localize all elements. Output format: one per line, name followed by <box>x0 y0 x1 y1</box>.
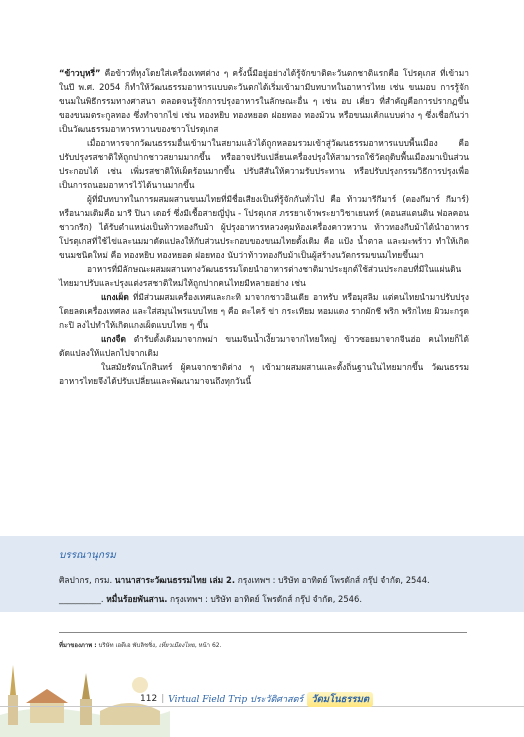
footer-separator: | <box>161 694 165 704</box>
page-number: 112 <box>140 694 158 704</box>
bibliography-entry-1 <box>59 573 479 587</box>
body-text <box>59 66 469 388</box>
entry-title: หมื่นร้อยพันสาน. <box>106 594 168 604</box>
footnote-rule <box>59 632 467 633</box>
series-logo: วัดมโนธรรมต <box>307 692 373 707</box>
source-suffix: , หน้า 62. <box>194 642 222 649</box>
paragraph-text: อาหารที่มีลักษณะผสมผสานทางวัฒนธรรมโดยนำอาหารต่างชาติมาประยุกต์ใช้ส่วนประกอบที่มีในแผ่นดินไทยมาปรับและปรุงแต่งรสชาติใหม่ให้ถูกปากคนไทยมีหลายอย่าง เช่น <box>59 264 462 288</box>
paragraph-3 <box>59 192 469 262</box>
paragraph-text: ตำรับดั้งเดิมมาจากพม่า ขนมจีนน้ำเงี้ยวมาจากไทยใหญ่ ข้าวซอยมาจากจีนฮ่อ คนไทยก็ได้ดัดแปลงให้แปลกไปจากเดิม <box>59 334 469 358</box>
entry-suffix: กรุงเทพฯ : บริษัท อาทิตย์ โพรดักส์ กรุ๊ป จำกัด, 2546. <box>167 594 362 604</box>
paragraph-4 <box>59 262 469 290</box>
paragraph-2 <box>59 136 469 192</box>
paragraph-text: ที่มีส่วนผสมเครื่องเทศและกะทิ มาจากชาวอินเดีย อาหรับ หรือมุสลิม แต่คนไทยนำมาปรับปรุงโดยลดเครื่องเทศลง และใส่สมุนไพรแบบไทย ๆ คือ ตะไคร้ ข่า กระเทียม หอมแดง รากผักชี พริก พริกไทย ผิวมะกรูด กะปิ ลงไปทำให้เกิดแกงเผ็ดแบบไทย ๆ ขึ้น <box>59 292 469 330</box>
paragraph-text: เมื่ออาหารจากวัฒนธรรมอื่นเข้ามาในสยามแล้วได้ถูกหลอมรวมเข้าสู่วัฒนธรรมอาหารแบบพื้นเมือง คือปรับปรุงรสชาติให้ถูกปากชาวสยามมากขึ้น หรืออาจปรับเปลี่ยนเครื่องปรุงให้สามารถใช้วัตถุดิบพื้นเมืองมาเป็นส่วนประกอบได้ เช่น เพิ่มรสชาติให้เผ็ดร้อนมากขึ้น ปรับสีสันให้ความรับประทาน หรือปรับปรุงกรรมวิธีการปรุงเพื่อเป็นการถนอมอาหารไว้ได้นานมากขึ้น <box>59 138 469 190</box>
bibliography-entry-2 <box>59 592 479 606</box>
paragraph-text: ในสมัยรัตนโกสินทร์ ผู้คนจากชาติต่าง ๆ เข้ามาผสมผสานและตั้งถิ่นฐานในไทยมากขึ้น วัฒนธรรมอาหารไทยจึงได้ปรับเปลี่ยนและพัฒนามาจนถึงทุกวันนี้ <box>59 362 469 386</box>
page-footer <box>140 690 373 708</box>
paragraph-7 <box>59 360 469 388</box>
paragraph-5 <box>59 290 469 332</box>
paragraph-6 <box>59 332 469 360</box>
lead-term: แกงเผ็ด <box>101 292 129 302</box>
entry-suffix: กรุงเทพฯ : บริษัท อาทิตย์ โพรดักส์ กรุ๊ป จำกัด, 2544. <box>235 575 430 585</box>
entry-prefix: ศิลปากร, กรม. <box>59 575 115 585</box>
paragraph-1 <box>59 66 469 136</box>
paragraph-text: คือข้าวที่หุงโดยใส่เครื่องเทศต่าง ๆ ครั้งนี้มีอยู่อย่างได้รู้จักขาติตะวันตกชาติแรกคือ โปรตุเกส ที่เข้ามาในปี พ.ศ. 2054 ก็ทำให้วัฒนธรรมอาหารแบบตะวันตกได้เริ่มเข้ามามีบทบาทในอาหารไทย เช่น ขนมอบ การรู้จักขนมในพิธีกรรมทางศาสนา ตลอดจนรู้จักการปรุงอาหารในลักษณะอื่น ๆ เช่น อบ เคี่ยว ที่สำคัญคือการปรากฏขึ้นของขนมตระกูลทอง ซึ่งทำจากไข่ เช่น ทองหยิบ ทองหยอด ฝอยทอง ทองม้วน หรือขนมเค้กแบบต่าง ๆ ซึ่งเชื่อกันว่าเป็นวัฒนธรรมอาหารหวานของชาวโปรตุเกส <box>59 68 469 134</box>
source-title: เที่ยวเมืองไทย <box>158 642 195 649</box>
image-source-note <box>59 640 222 650</box>
source-text: บริษัท เอดีเอ พับลิชชิ่ง, <box>96 642 159 649</box>
source-label: ที่มาของภาพ : <box>59 642 97 649</box>
lead-term: แกงจืด <box>101 334 126 344</box>
entry-prefix: __________. <box>59 594 107 604</box>
series-title: Virtual Field Trip ประวัติศาสตร์ <box>168 695 304 705</box>
bibliography-title: บรรณานุกรม <box>59 550 116 561</box>
paragraph-text: ผู้ที่มีบทบาทในการผสมผสานขนมไทยที่มีชื่อเสียงเป็นที่รู้จักกันทั่วไป คือ ท้าวมารีกีมาร์ (ตองกีมาร์ กีมาร์) หรือนามเดิมคือ มารี ปินา เดอร์ ซึ่งมีเชื้อสายญี่ปุ่น - โปรตุเกส ภรรยาเจ้าพระยาวิชาเยนทร์ (คอนสแตนติน ฟอลคอน ชาวกรีก) ได้รับตำแหน่งเป็นท้าวทองกีบม้า ผู้ปรุงอาหารหลวงคุมห้องเครื่องคาวหวาน ท้าวทองกีบม้าได้นำอาหารโปรตุเกสที่ใช้ไข่และนมมาดัดแปลงให้กับส่วนประกอบของขนมไทยดั้งเดิม คือ แป้ง น้ำตาล และมะพร้าว ทำให้เกิดขนมชนิดใหม่ คือ ทองหยิบ ทองหยอด ฝอยทอง นับว่าท้าวทองกีบม้าเป็นผู้สร้างนวัตกรรมขนมไทยขึ้นมา <box>59 194 469 260</box>
lead-term: “ข้าวบุหรี่” <box>59 68 101 78</box>
entry-title: นานาสาระวัฒนธรรมไทย เล่ม 2. <box>114 575 236 585</box>
